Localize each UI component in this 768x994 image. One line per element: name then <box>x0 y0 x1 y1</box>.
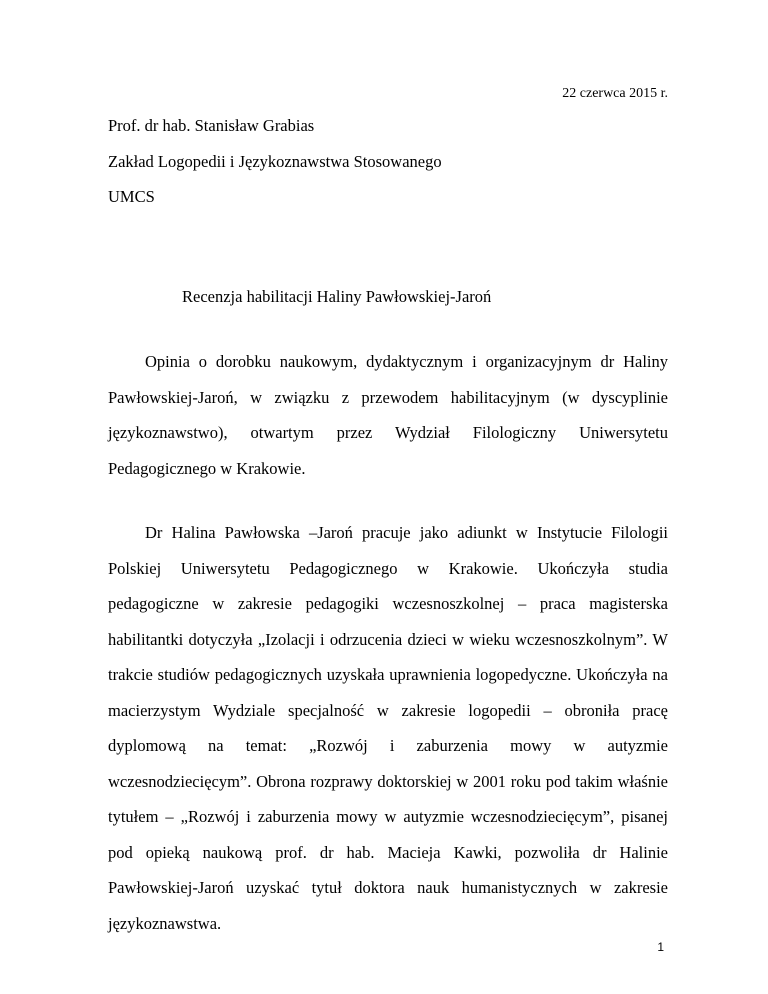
paragraph-biography: Dr Halina Pawłowska –Jaroń pracuje jako adiunkt w Instytucie Filologii Polskiej Uniwersytetu Pedagogicznego w Krakowie. Ukończyła studia pedagogiczne w zakresie pedagogiki wczesnoszkolnej – praca magisterska habilitantki dotyczyła „Izolacji i odrzucenia dzieci w wieku wczesnoszkolnym”. W trakcie studiów pedagogicznych uzyskała uprawnienia logopedyczne. Ukończyła na macierzystym Wydziale specjalność w zakresie logopedii – obroniła pracę dyplomową na temat: „Rozwój i zaburzenia mowy w autyzmie wczesnodziecięcym”. Obrona rozprawy doktorskiej w 2001 roku pod takim właśnie tytułem – „Rozwój i zaburzenia mowy w autyzmie wczesnodziecięcym”, pisanej pod opieką naukową prof. dr hab. Macieja Kawki, pozwoliła dr Halinie Pawłowskiej-Jaroń uzyskać tytuł doktora nauk humanistycznych w zakresie językoznawstwa. <box>108 523 668 933</box>
author-name: Prof. dr hab. Stanisław Grabias <box>108 116 315 135</box>
paragraph-opinion: Opinia o dorobku naukowym, dydaktycznym i organizacyjnym dr Haliny Pawłowskiej-Jaroń, w związku z przewodem habilitacyjnym (w dyscyplinie językoznawstwo), otwartym przez Wydział Filologiczny Uniwersytetu Pedagogicznego w Krakowie. <box>108 352 668 478</box>
author-department: Zakład Logopedii i Językoznawstwa Stosowanego <box>108 152 442 171</box>
author-university: UMCS <box>108 187 155 206</box>
page-number: 1 <box>657 940 664 954</box>
document-date: 22 czerwca 2015 r. <box>562 86 668 101</box>
document-title: Recenzja habilitacji Haliny Pawłowskiej-Jaroń <box>182 287 492 306</box>
